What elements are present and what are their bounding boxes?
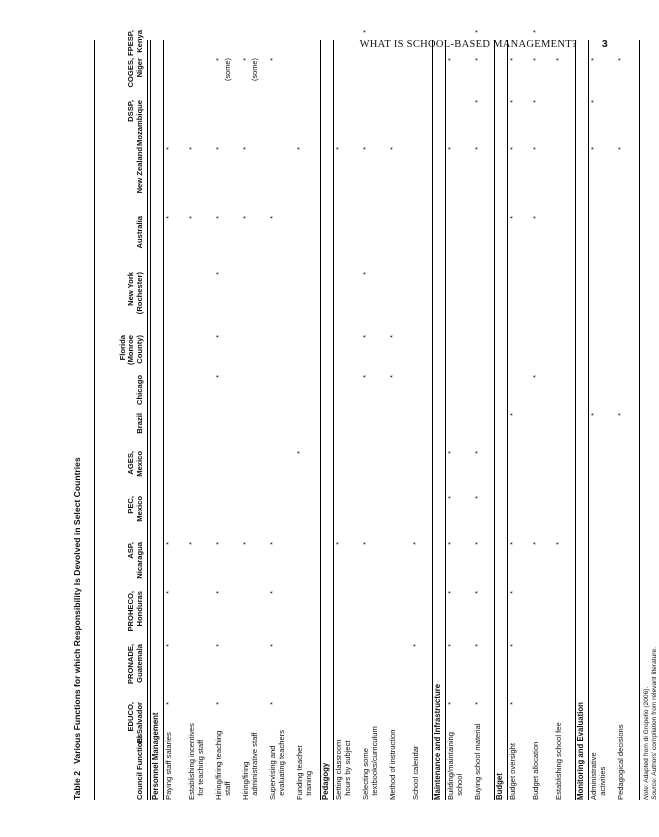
column-header-line: Chicago [134,375,144,405]
running-head-title: WHAT IS SCHOOL-BASED MANAGEMENT? [359,39,577,50]
row-label-line: hours by subject [342,740,352,800]
table-cell: * [589,58,598,61]
column-header-line: Australia [134,216,144,249]
row-label-line: Method of instruction [388,729,397,800]
note-label: Note: [643,784,650,800]
column-header-line: Kenya [134,30,144,53]
table-cell: * [268,591,277,594]
table-cell: * [361,272,370,275]
table-cell: * [531,542,540,545]
table-cell: * [214,375,223,378]
row-label-line: Administrative [589,752,598,800]
table-cell: * [508,542,517,545]
row-label-line: Setting classroom [334,739,343,800]
table-cell: * [295,147,304,150]
table-cell: * [361,147,370,150]
table-row [444,40,471,800]
row-label [362,726,379,800]
column-header-line: (Rochester) [134,272,144,315]
column-header-line: EDUCO, [126,702,136,732]
table-cell: * [531,375,540,378]
column-header [102,30,144,90]
row-label-line: Budget [495,773,504,800]
table-cell: * [446,58,455,61]
table-cell: * [164,644,173,647]
row-label [496,773,505,800]
table-cell: * [187,147,196,150]
table-cell-line: (some) [249,58,259,81]
row-label [335,740,352,800]
row-label-line: Hiring/firing [241,761,250,800]
table-cell: * [473,591,482,594]
table-cell: * [295,451,304,454]
table-cell: * [241,542,250,545]
row-label-line: Funding teacher [295,745,304,800]
table-cell: * [531,58,540,61]
table-row [506,40,529,800]
table-cell: * [268,702,277,705]
row-label [447,732,464,800]
row-label-line: Budget oversight [508,743,517,800]
table-cell: * [214,216,223,219]
table-row [293,40,320,800]
row-label-line: Establishing incentives [187,723,196,800]
table-header-rule [147,40,148,800]
row-label [532,742,541,800]
table-caption-text: Various Functions for which Responsibility Is Devolved in Select Countries [72,457,82,764]
row-label-line: Supervising and [268,745,277,800]
row-label [322,763,331,800]
table-cell: * [334,542,343,545]
table-cell: * [616,413,625,416]
column-header-line: Florida [117,335,127,361]
table-row [332,40,359,800]
table-cell: * [554,58,563,61]
page-number: 3 [601,38,608,50]
table-cell: * [508,591,517,594]
table-cell: * [268,644,277,647]
table-row [212,40,239,800]
table-cell: * [616,58,625,61]
table-cell: * [361,542,370,545]
column-header-line: New Zealand [134,147,144,194]
row-label [242,733,259,800]
table-cell: * [473,702,482,705]
table-cell: * [411,644,420,647]
table-row [386,40,409,800]
table-cell: * [446,591,455,594]
table-cell: * [508,216,517,219]
table-cell: * [473,451,482,454]
row-label [617,724,626,800]
table-cell: * [446,147,455,150]
table-row [529,30,552,800]
row-label [577,702,586,800]
row-label-line: Pedagogical decisions [616,724,625,800]
table-cell: * [388,335,397,338]
row-label-line: textbooks/curriculum [369,726,379,800]
table-row [614,40,637,800]
table-cell: * [361,30,370,33]
table-caption-label: Table 2 [72,771,82,800]
column-header-line: New York [126,272,136,306]
table-cell-line: (some) [222,58,232,81]
table-row [409,40,432,800]
table-cell: * [531,100,540,103]
table-row [162,40,185,800]
table-cell: * [268,542,277,545]
row-label-line: Maintenance and Infrastructure [433,683,442,800]
table-cell: * [473,147,482,150]
table-cell: * [187,216,196,219]
column-header [102,702,144,762]
row-label-line: Building/maintaining [446,732,455,800]
table-cell: * [508,100,517,103]
column-header-line: Mexico [134,451,144,477]
table-cell: * [508,413,517,416]
column-header [102,644,144,704]
column-header-line: Mozambique [134,100,144,146]
column-header-line: PEC, [126,496,136,514]
table-cell: * [388,147,397,150]
table-cell: * [268,58,277,61]
table-cell [242,58,259,98]
table-row [266,40,293,800]
row-label [509,743,518,800]
column-header-line: El Salvador [134,702,144,744]
table-cell: * [473,100,482,103]
table-cell: * [241,147,250,150]
table-cell: * [214,702,223,705]
table-cell: * [473,496,482,499]
row-label-line: Buying school material [473,723,482,800]
rotated-table [72,30,658,800]
table-cell: * [531,30,540,33]
table-cell: * [589,100,598,103]
table-cell: * [446,644,455,647]
column-header-line: COGES, [126,58,136,88]
table-cell: * [164,216,173,219]
row-label [165,732,174,800]
row-label-line: Monitoring and Evaluation [576,702,585,800]
table-cell-line: * [241,58,250,61]
row-label [590,752,607,800]
table-cell: * [164,702,173,705]
table-cell: * [616,147,625,150]
row-label-line: training [303,770,313,800]
row-label-line: Budget allocation [531,741,540,800]
column-header-line: ASP, [126,542,136,559]
column-header-line: Nicaragua [134,542,144,579]
table-cell: * [388,375,397,378]
row-label-line: administrative staff [249,732,259,800]
table-cell: * [268,216,277,219]
table-row [471,30,494,800]
table-cell: * [361,375,370,378]
row-label-line: Personnel Management [151,712,160,800]
table-top-rule [94,40,95,800]
column-header-line: (Monroe [126,335,136,365]
source-label: Source: [651,777,658,800]
table-cell: * [446,542,455,545]
row-label-line: school [454,773,464,800]
table-source [651,647,659,800]
table-cell: * [473,644,482,647]
row-label-line: Establishing school fee [554,722,563,800]
column-header-line: DSSP, [126,100,136,122]
note-text: Adapted from di Gropello (2006). [643,686,650,783]
table-cell-line: * [214,58,223,61]
table-cell: * [589,147,598,150]
table-cell: * [241,216,250,219]
table-cell: * [531,216,540,219]
table-cell: * [411,542,420,545]
row-label-line: Hiring/firing teaching [214,730,223,800]
column-header-line: Mexico [134,496,144,522]
table-cell: * [446,451,455,454]
table-cell: * [334,147,343,150]
table-bottom-rule [639,40,640,800]
table-cell: * [187,542,196,545]
row-label-line: activities [597,766,607,800]
column-header [102,335,144,395]
row-label [296,745,313,800]
table-cell: * [473,58,482,61]
table-cell: * [214,335,223,338]
row-label [412,746,421,800]
table-cell: * [446,496,455,499]
column-header-line: AGES, [126,451,136,475]
table-cell: * [361,335,370,338]
row-label-line: for teaching staff [195,739,205,800]
column-header-line: Niger [134,58,144,78]
column-header-line: Council Functions [134,733,144,800]
row-label-line: Pedagogy [321,762,330,800]
table-cell: * [508,702,517,705]
column-header-line: PROHECO, [126,591,136,632]
table-row [359,30,386,800]
table-row [587,40,614,800]
column-header-line: Brazil [134,413,144,434]
table-row [185,40,212,800]
row-label [555,722,564,800]
table-cell: * [508,147,517,150]
table-cell: * [214,272,223,275]
table-cell: * [214,542,223,545]
column-header-line: Honduras [134,591,144,627]
table-cell: * [508,644,517,647]
row-label-line: Selecting some [361,748,370,800]
table-cell: * [164,147,173,150]
column-header-line: PRONADE, [126,644,136,685]
table-cell: * [214,591,223,594]
row-label-line: staff [222,781,232,800]
column-header [102,272,144,332]
row-label-line: Paying staff salaries [164,732,173,800]
table-cell: * [473,30,482,33]
row-label-line: evaluating teachers [276,729,286,800]
table-cell: * [164,542,173,545]
column-header-line: County) [134,335,144,364]
table-row [552,40,575,800]
source-text: Authors’ compilation from relevant literature. [651,647,658,776]
row-label [434,684,443,800]
table-cell [215,58,232,98]
column-header-line: FPESP, [126,30,136,57]
table-caption [72,457,82,800]
row-label [389,730,398,801]
table-note [643,687,651,800]
table-cell: * [446,702,455,705]
column-header-line: Guatemala [134,644,144,683]
column-header [102,216,144,276]
table-cell: * [589,413,598,416]
table-cell: * [531,147,540,150]
table-cell: * [508,58,517,61]
table-cell: * [473,542,482,545]
table-cell: * [214,644,223,647]
table-cell: * [214,147,223,150]
table-cell: * [554,542,563,545]
row-label [152,712,161,800]
row-label [188,723,205,800]
table-row [239,40,266,800]
table-cell: * [164,591,173,594]
row-label-line: School calendar [411,745,420,800]
